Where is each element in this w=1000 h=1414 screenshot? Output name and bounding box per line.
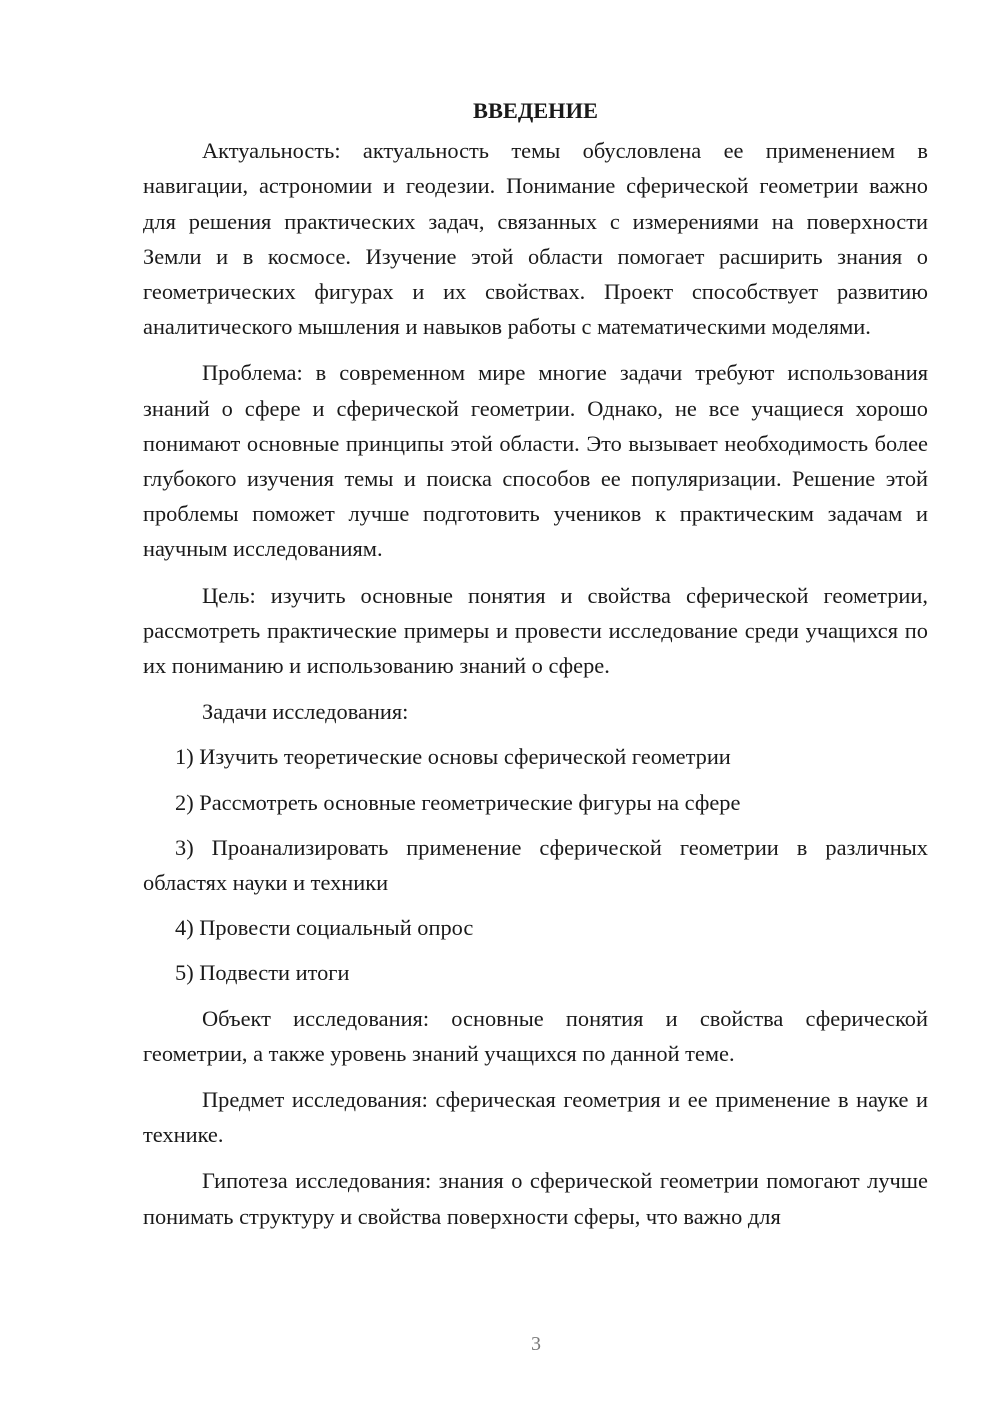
task-item: 1) Изучить теоретические основы сферической геометрии <box>175 744 731 770</box>
task-item: 5) Подвести итоги <box>175 960 350 986</box>
page-content <box>143 93 928 1245</box>
section-heading: ВВЕДЕНИЕ <box>473 98 598 123</box>
task-item: 2) Рассмотреть основные геометрические фигуры на сфере <box>175 789 741 815</box>
relevance-paragraph: Актуальность: актуальность темы обусловлена ее применением в навигации, астрономии и геодезии. Понимание сферической геометрии важно для решения практических задач, связанных с измерениями на поверхности Земли и в космосе. Изучение этой области помогает расширить знания о геометрических фигурах и их свойствах. Проект способствует развитию аналитического мышления и навыков работы с математическими моделями. <box>143 138 928 340</box>
goal-paragraph: Цель: изучить основные понятия и свойства сферической геометрии, рассмотреть практические примеры и провести исследование среди учащихся по их пониманию и использованию знаний о сфере. <box>143 582 928 679</box>
subject-paragraph: Предмет исследования: сферическая геометрия и ее применение в науке и технике. <box>143 1087 928 1148</box>
object-paragraph: Объект исследования: основные понятия и свойства сферической геометрии, а также уровень знаний учащихся по данной теме. <box>143 1005 928 1066</box>
task-item: 3) Проанализировать применение сферической геометрии в различных областях науки и техники <box>143 834 928 896</box>
task-item: 4) Провести социальный опрос <box>175 915 474 941</box>
page-number: 3 <box>531 1333 541 1355</box>
tasks-title: Задачи исследования: <box>202 699 409 725</box>
hypothesis-paragraph: Гипотеза исследования: знания о сферической геометрии помогают лучше понимать структуру и свойства поверхности сферы, что важно для <box>143 1168 928 1229</box>
problem-paragraph: Проблема: в современном мире многие задачи требуют использования знаний о сфере и сферической геометрии. Однако, не все учащиеся хорошо понимают основные принципы этой области. Это вызывает необходимость более глубокого изучения темы и поиска способов ее популяризации. Решение этой проблемы поможет лучше подготовить учеников к практическим задачам и научным исследованиям. <box>143 360 928 562</box>
